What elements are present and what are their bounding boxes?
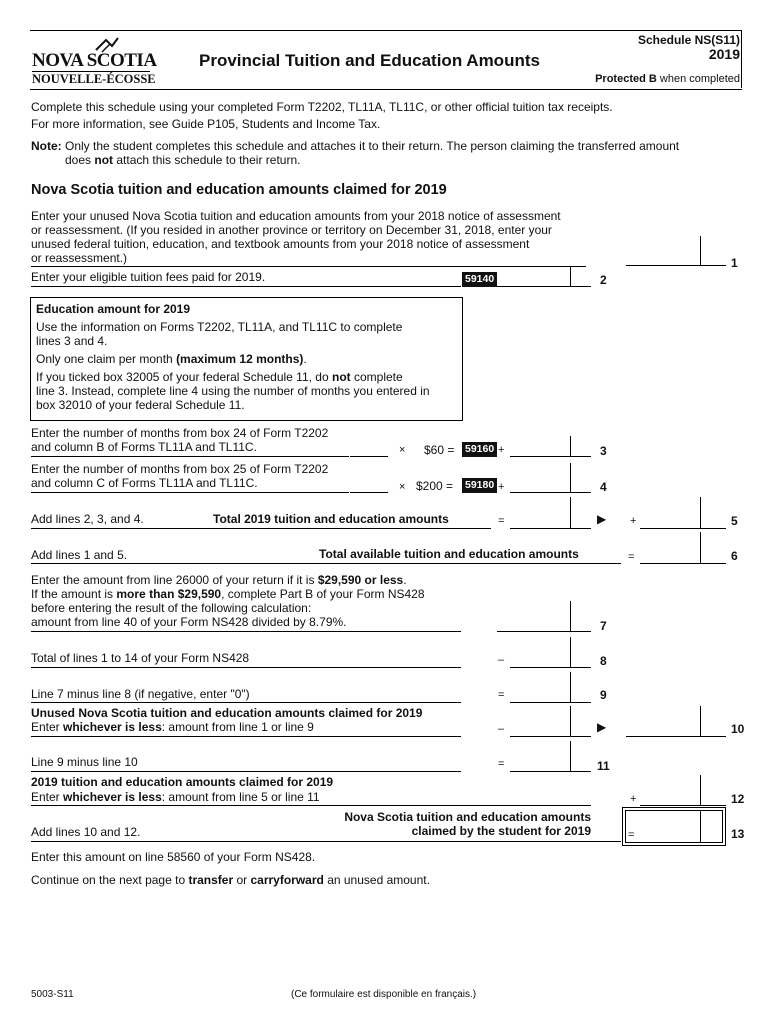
line12-text-2	[31, 790, 320, 804]
line7-t2c: , complete Part B of your Form NS428	[221, 587, 425, 601]
note-text-a: Only the student completes this schedule and attaches it to their return. The person claiming the transferred amount	[61, 139, 680, 153]
line10-text-1: Unused Nova Scotia tuition and education amounts claimed for 2019	[31, 706, 423, 720]
line9-text: Line 7 minus line 8 (if negative, enter "0")	[31, 687, 250, 701]
line5-leader	[31, 528, 491, 529]
line10-t2b: whichever is less	[63, 720, 162, 734]
line6-label: Total available tuition and education amounts	[319, 547, 579, 561]
line12-number: 12	[731, 792, 745, 806]
line7-text-2	[31, 587, 425, 601]
line5-left-text: Add lines 2, 3, and 4.	[31, 512, 144, 526]
note-line-1	[31, 139, 679, 153]
line12-plus: +	[630, 793, 637, 805]
after-p2c: or	[233, 873, 251, 887]
edu-box-p2	[36, 352, 307, 366]
line5-right-sep	[700, 497, 701, 528]
line2-number: 2	[600, 273, 607, 287]
line1-text-1: Enter your unused Nova Scotia tuition and education amounts from your 2018 notice of assessment	[31, 209, 561, 223]
logo-main-text: NOVA SCOTIA	[32, 50, 157, 71]
line4-months-field[interactable]	[350, 474, 388, 493]
line4-plus: +	[498, 481, 505, 493]
line3-rate: $60 =	[424, 443, 455, 457]
line3-text-1: Enter the number of months from box 24 of Form T2202	[31, 426, 329, 440]
line5-plus: +	[630, 515, 637, 527]
line7-t1a: Enter the amount from line 26000 of your return if it is	[31, 573, 318, 587]
line7-t2b: more than $29,590	[116, 587, 222, 601]
line11-text: Line 9 minus line 10	[31, 755, 138, 769]
line3-code: 59160	[462, 442, 497, 457]
line1-number: 1	[731, 256, 738, 270]
after-line-2	[31, 873, 430, 887]
line5-field-sep	[570, 497, 571, 528]
line5-label: Total 2019 tuition and education amounts	[213, 512, 449, 526]
line7-text-3: before entering the result of the following calculation:	[31, 601, 312, 615]
line5-number: 5	[731, 514, 738, 528]
line13-total-inner	[625, 810, 723, 843]
line7-text-1	[31, 573, 407, 587]
form-year: 2019	[708, 46, 740, 62]
line4-code: 59180	[462, 478, 497, 493]
note-text-not: not	[94, 153, 114, 167]
protected-bold: Protected B	[595, 73, 657, 85]
line1-text-3: unused federal tuition, education, and textbook amounts from your 2018 notice of assessment	[31, 237, 530, 251]
line4-field-sep	[570, 463, 571, 492]
header-bottom-rule	[30, 89, 742, 90]
edu-box-p2b: (maximum 12 months)	[176, 352, 304, 366]
edu-box-p3c: complete	[350, 370, 403, 384]
line10-op: –	[498, 723, 505, 735]
line12-text-1: 2019 tuition and education amounts claimed for 2019	[31, 775, 334, 789]
line7-t2a: If the amount is	[31, 587, 117, 601]
line9-amount-field[interactable]	[510, 684, 591, 703]
edu-box-p2c: .	[303, 352, 307, 366]
line11-field-sep	[570, 741, 571, 771]
line1-text-2: or reassessment. (If you resided in another province or territory on December 31, 2018, enter your	[31, 223, 552, 237]
line3-number: 3	[600, 444, 607, 458]
protected-rest: when completed	[656, 73, 740, 85]
line4-amount-field[interactable]	[510, 474, 591, 493]
line3-text-2: and column B of Forms TL11A and TL11C.	[31, 440, 257, 454]
line10-subtotal-field[interactable]	[510, 718, 591, 737]
after-line-1: Enter this amount on line 58560 of your Form NS428.	[31, 850, 316, 864]
line12-t2a: Enter	[31, 790, 64, 804]
page-top-rule	[30, 30, 742, 31]
line7-t1c: .	[403, 573, 407, 587]
line4-leader	[31, 492, 349, 493]
intro-line-1: Complete this schedule using your completed Form T2202, TL11A, TL11C, or other official tuition tax receipts.	[31, 100, 613, 114]
protected-status	[595, 73, 740, 85]
line7-t1b: $29,590 or less	[317, 573, 404, 587]
line12-t2b: whichever is less	[63, 790, 162, 804]
line7-amount-field[interactable]	[497, 613, 591, 632]
line8-field-sep	[570, 637, 571, 667]
line10-field-sep	[570, 706, 571, 736]
line10-amount-field[interactable]	[626, 718, 726, 737]
line10-number: 10	[731, 722, 745, 736]
line11-number: 11	[597, 759, 610, 773]
line6-right-sep	[700, 532, 701, 563]
logo-sub-text: NOUVELLE-ÉCOSSE	[32, 72, 156, 86]
footer-french-note: (Ce formulaire est disponible en français.)	[291, 989, 477, 1000]
line7-number: 7	[600, 619, 607, 633]
after-p2d: carryforward	[250, 873, 324, 887]
line11-eq: =	[498, 758, 505, 770]
schedule-label: Schedule NS(S11)	[637, 33, 740, 47]
note-text-b2: attach this schedule to their return.	[113, 153, 301, 167]
line8-amount-field[interactable]	[510, 649, 591, 668]
line1-field-sep	[700, 236, 701, 266]
line5-arrow-icon: ▶	[597, 512, 607, 526]
edu-box-p3b: not	[331, 370, 351, 384]
line3-field-sep	[570, 436, 571, 456]
line10-leader	[31, 736, 461, 737]
line13-number: 13	[731, 827, 745, 841]
line7-leader	[31, 631, 461, 632]
line12-right-sep	[700, 775, 701, 805]
line5-subtotal-field[interactable]	[510, 510, 591, 529]
line3-months-field[interactable]	[350, 438, 388, 457]
line13-right-sep	[700, 810, 701, 843]
line4-rate: $200 =	[416, 479, 454, 493]
after-p2a: Continue on the next page to	[31, 873, 189, 887]
line3-amount-field[interactable]	[510, 438, 591, 457]
line10-t2a: Enter	[31, 720, 64, 734]
line3-plus: +	[498, 444, 505, 456]
line8-op: –	[498, 654, 505, 666]
line3-leader	[31, 456, 349, 457]
line4-text-2: and column C of Forms TL11A and TL11C.	[31, 476, 258, 490]
line11-leader	[31, 771, 461, 772]
line13-left-text: Add lines 10 and 12.	[31, 825, 141, 839]
line2-amount-field[interactable]	[497, 268, 591, 287]
line5-amount-field[interactable]	[640, 510, 726, 529]
line7-text-4: amount from line 40 of your Form NS428 divided by 8.79%.	[31, 615, 347, 629]
nova-scotia-logo	[30, 38, 160, 86]
line13-label-1: Nova Scotia tuition and education amounts	[344, 810, 591, 824]
line6-amount-field[interactable]	[640, 545, 726, 564]
line3-times: ×	[399, 444, 406, 456]
note-line-2	[65, 153, 300, 167]
line8-text: Total of lines 1 to 14 of your Form NS428	[31, 651, 250, 665]
line12-amount-field[interactable]	[640, 787, 726, 806]
edu-box-p3d: line 3. Instead, complete line 4 using the number of months you entered in	[36, 384, 430, 398]
after-p2b: transfer	[188, 873, 234, 887]
line10-right-sep	[700, 706, 701, 736]
line4-number: 4	[600, 480, 607, 494]
line8-leader	[31, 667, 461, 668]
edu-box-p2a: Only one claim per month	[36, 352, 177, 366]
line9-eq: =	[498, 689, 505, 701]
note-label: Note:	[31, 139, 62, 153]
header-right-rule	[741, 30, 742, 88]
after-p2e: an unused amount.	[323, 873, 430, 887]
edu-box-p1b: lines 3 and 4.	[36, 334, 108, 348]
line1-amount-field[interactable]	[626, 247, 726, 266]
line4-text-1: Enter the number of months from box 25 of Form T2202	[31, 462, 329, 476]
line8-number: 8	[600, 654, 607, 668]
line10-text-2	[31, 720, 314, 734]
edu-box-p3a: If you ticked box 32005 of your federal Schedule 11, do	[36, 370, 332, 384]
line2-code: 59140	[462, 272, 497, 287]
line13-label-2: claimed by the student for 2019	[411, 824, 591, 838]
edu-box-p3e: box 32010 of your federal Schedule 11.	[36, 398, 245, 412]
line12-t2c: : amount from line 5 or line 11	[161, 790, 320, 804]
line2-field-sep	[570, 266, 571, 286]
intro-line-2: For more information, see Guide P105, Students and Income Tax.	[31, 117, 381, 131]
line9-number: 9	[600, 688, 607, 702]
line12-leader	[31, 805, 591, 806]
edu-box-p3	[36, 370, 403, 384]
line13-eq: =	[628, 829, 635, 841]
line10-t2c: : amount from line 1 or line 9	[161, 720, 314, 734]
line6-number: 6	[731, 549, 738, 563]
line7-field-sep	[570, 601, 571, 631]
line2-leader	[31, 286, 461, 287]
line13-leader	[31, 841, 621, 842]
line6-leader	[31, 563, 621, 564]
line9-field-sep	[570, 672, 571, 702]
line1-leader	[31, 266, 586, 267]
line2-text: Enter your eligible tuition fees paid for 2019.	[31, 270, 266, 284]
line6-left-text: Add lines 1 and 5.	[31, 548, 128, 562]
edu-box-p1a: Use the information on Forms T2202, TL11A, and TL11C to complete	[36, 320, 403, 334]
line5-eq: =	[498, 515, 505, 527]
footer-form-id: 5003-S11	[31, 989, 74, 1000]
line10-arrow-icon: ▶	[597, 720, 607, 734]
line1-text-4: or reassessment.)	[31, 251, 128, 265]
line9-leader	[31, 702, 461, 703]
line4-times: ×	[399, 481, 406, 493]
line6-eq: =	[628, 551, 635, 563]
page-title: Provincial Tuition and Education Amounts	[199, 51, 540, 70]
section-title: Nova Scotia tuition and education amounts claimed for 2019	[31, 182, 447, 198]
note-text-b1: does	[65, 153, 95, 167]
line11-amount-field[interactable]	[510, 753, 591, 772]
edu-box-title: Education amount for 2019	[36, 302, 191, 316]
